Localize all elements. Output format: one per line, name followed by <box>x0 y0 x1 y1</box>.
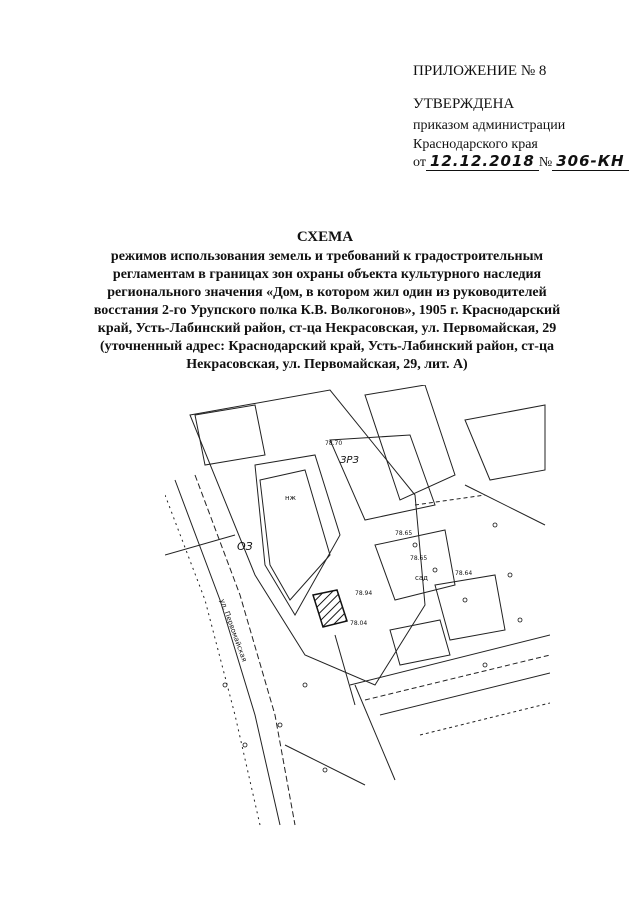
subtitle-line-5: край, Усть-Лабинский район, ст-ца Некрасовская, ул. Первомайская, 29 <box>97 321 557 336</box>
order-line-2: Краснодарского края <box>413 137 538 152</box>
street-edge-line <box>175 480 280 825</box>
plot-line <box>465 485 545 525</box>
road-line <box>420 703 550 735</box>
document-subtitle <box>92 248 562 374</box>
approved-label: УТВЕРЖДЕНА <box>413 96 515 112</box>
heritage-object-hatched <box>313 590 347 627</box>
road-line <box>365 655 550 700</box>
order-block <box>413 116 565 154</box>
order-line-1: приказом администрации <box>413 118 566 133</box>
street-name-label: ул. Первомайская <box>218 597 249 663</box>
plot-line <box>415 495 485 505</box>
appendix-label: ПРИЛОЖЕНИЕ № 8 <box>413 63 547 79</box>
road-line <box>380 673 550 715</box>
zone-label-zrz: ЗРЗ <box>340 455 359 466</box>
subtitle-line-7: Некрасовская, ул. Первомайская, 29, лит. А) <box>186 357 468 372</box>
tree-marks <box>223 523 522 772</box>
date-number-line <box>413 152 629 171</box>
subtitle-line-4: восстания 2-го Урупского полка К.В. Волкогонов», 1905 г. Краснодарский <box>93 303 561 318</box>
elevation-mark: 78.65 <box>410 555 428 562</box>
building-outline <box>195 405 265 465</box>
elevation-mark: 78.64 <box>455 570 473 577</box>
subtitle-line-2: регламентам в границах зон охраны объекта культурного наследия <box>112 267 542 282</box>
plot-line <box>285 745 365 785</box>
elevation-mark: 78.70 <box>325 440 343 447</box>
building-outline <box>365 385 455 500</box>
elevation-mark: 78.65 <box>395 530 413 537</box>
subtitle-line-6: (уточненный адрес: Краснодарский край, Усть-Лабинский район, ст-ца <box>99 339 555 354</box>
subtitle-line-1: режимов использования земель и требований к градостроительным <box>110 249 544 264</box>
number-prefix: № <box>538 155 553 170</box>
building-outline <box>260 470 330 600</box>
plot-line <box>355 685 395 780</box>
zone-label-oz: ОЗ <box>237 540 253 553</box>
date-prefix: от <box>413 155 426 170</box>
plot-line <box>165 535 235 555</box>
site-plan-map <box>165 385 550 830</box>
elevation-mark: 78.94 <box>355 590 373 597</box>
handwritten-date: 12.12.2018 <box>426 152 539 171</box>
parcel-outline <box>375 530 455 600</box>
handwritten-number: 306-КН <box>552 152 628 171</box>
document-heading: СХЕМА <box>296 229 354 245</box>
subtitle-line-3: регионального значения «Дом, в котором жил один из руководителей <box>107 285 547 300</box>
building-outline <box>465 405 545 480</box>
garden-label: сад <box>415 574 428 582</box>
building-label: нж <box>285 494 296 502</box>
plot-line <box>335 635 355 705</box>
elevation-mark: 78.04 <box>350 620 368 627</box>
building-outline <box>435 575 505 640</box>
building-outline <box>390 620 450 665</box>
